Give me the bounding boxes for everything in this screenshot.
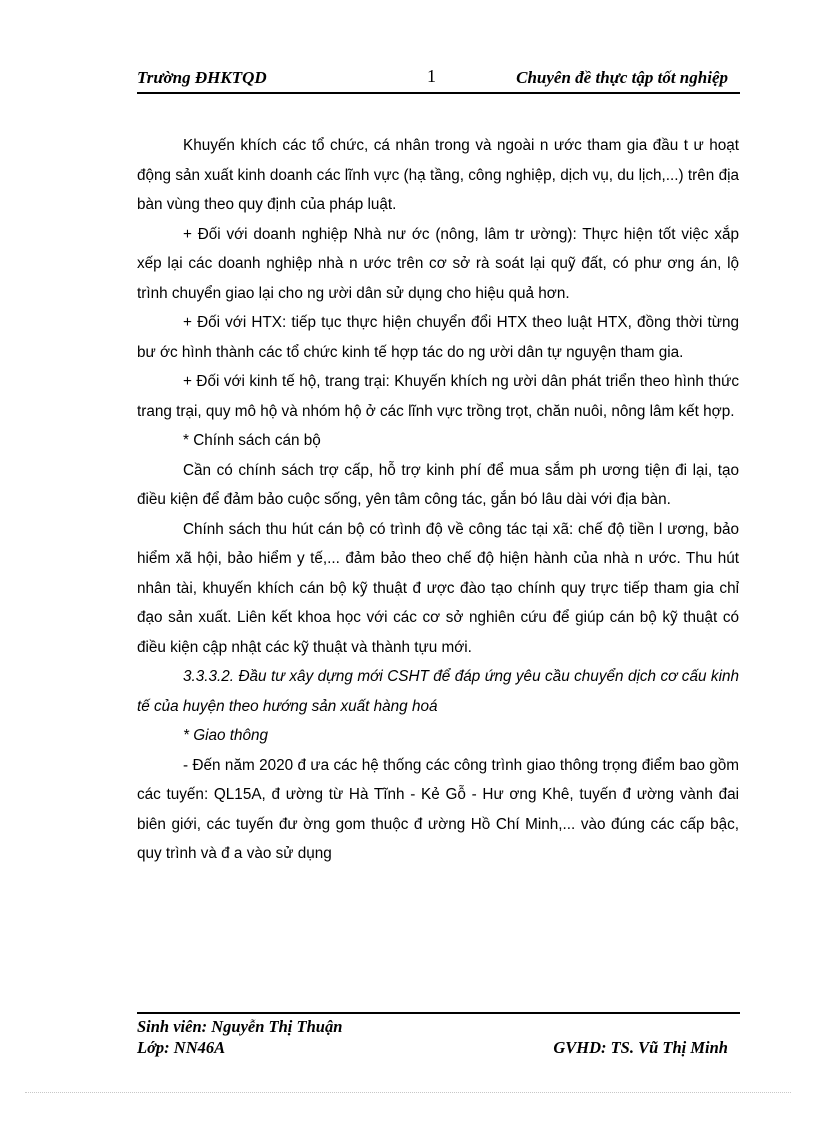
student-name: Sinh viên: Nguyễn Thị Thuận [137, 1017, 343, 1036]
paragraph: - Đến năm 2020 đ ưa các hệ thống các công trình giao thông trọng điểm bao gồm các tuyến: QL15A, đ ường từ Hà Tĩnh - Kẻ Gỗ - Hư ơng Khê, tuyến đ ường vành đai biên giới, các tuyến đư ờng gom thuộc đ ường Hồ Chí Minh,... vào đúng các cấp bậc, quy trình và đ a vào sử dụng [137, 756, 739, 862]
section-heading: * Giao thông [183, 727, 269, 744]
supervisor-name: GVHD: TS. Vũ Thị Minh [553, 1038, 728, 1057]
page-number: 1 [427, 66, 436, 86]
class-name: Lớp: NN46A [137, 1038, 226, 1057]
paragraph: Cần có chính sách trợ cấp, hỗ trợ kinh phí để mua sắm ph ương tiện đi lại, tạo điều kiện để đảm bảo cuộc sống, yên tâm công tác, gắn bó lâu dài với địa bàn. [137, 461, 739, 508]
paragraph: + Đối với kinh tế hộ, trang trại: Khuyến khích ng ười dân phát triển theo hình thức trang trại, quy mô hộ và nhóm hộ ở các lĩnh vực trồng trọt, chăn nuôi, nông lâm kết hợp. [137, 373, 739, 420]
document-type: Chuyên đề thực tập tốt nghiệp [516, 68, 728, 87]
paragraph: Chính sách thu hút cán bộ có trình độ về công tác tại xã: chế độ tiền l ương, bảo hiểm xã hội, bảo hiểm y tế,... đảm bảo theo chế độ hiện hành của nhà n ước. Thu hút nhân tài, khuyến khích cán bộ kỹ thuật đ ược đào tạo chính quy trực tiếp tham gia chỉ đạo sản xuất. Liên kết khoa học với các cơ sở nghiên cứu để giúp cán bộ kỹ thuật có điều kiện cập nhật các kỹ thuật và thành tựu mới. [137, 520, 739, 656]
paragraph: Khuyến khích các tổ chức, cá nhân trong và ngoài n ước tham gia đầu t ư hoạt động sản xuất kinh doanh các lĩnh vực (hạ tầng, công nghiệp, dịch vụ, du lịch,...) trên địa bàn vùng theo quy định của pháp luật. [137, 137, 739, 213]
page-header [137, 66, 740, 94]
subsection-heading: 3.3.3.2. Đầu tư xây dựng mới CSHT để đáp ứng yêu cầu chuyển dịch cơ cấu kinh tế của huyện theo hướng sản xuất hàng hoá [137, 668, 739, 715]
paragraph: + Đối với HTX: tiếp tục thực hiện chuyển đổi HTX theo luật HTX, đồng thời từng bư ớc hình thành các tổ chức kinh tế hợp tác do ng ười dân tự nguyện tham gia. [137, 314, 739, 361]
paragraph: + Đối với doanh nghiệp Nhà nư ớc (nông, lâm tr ường): Thực hiện tốt việc xắp xếp lại các doanh nghiệp nhà n ước trên cơ sở rà soát lại quỹ đất, có phư ơng án, lộ trình chuyển giao lại cho ng ười dân sử dụng cho hiệu quả hơn. [137, 225, 739, 302]
section-heading: * Chính sách cán bộ [183, 432, 321, 449]
document-body [137, 131, 739, 869]
page-bottom-divider [25, 1092, 791, 1093]
school-name: Trường ĐHKTQD [137, 68, 267, 87]
page-footer [137, 1012, 740, 1060]
